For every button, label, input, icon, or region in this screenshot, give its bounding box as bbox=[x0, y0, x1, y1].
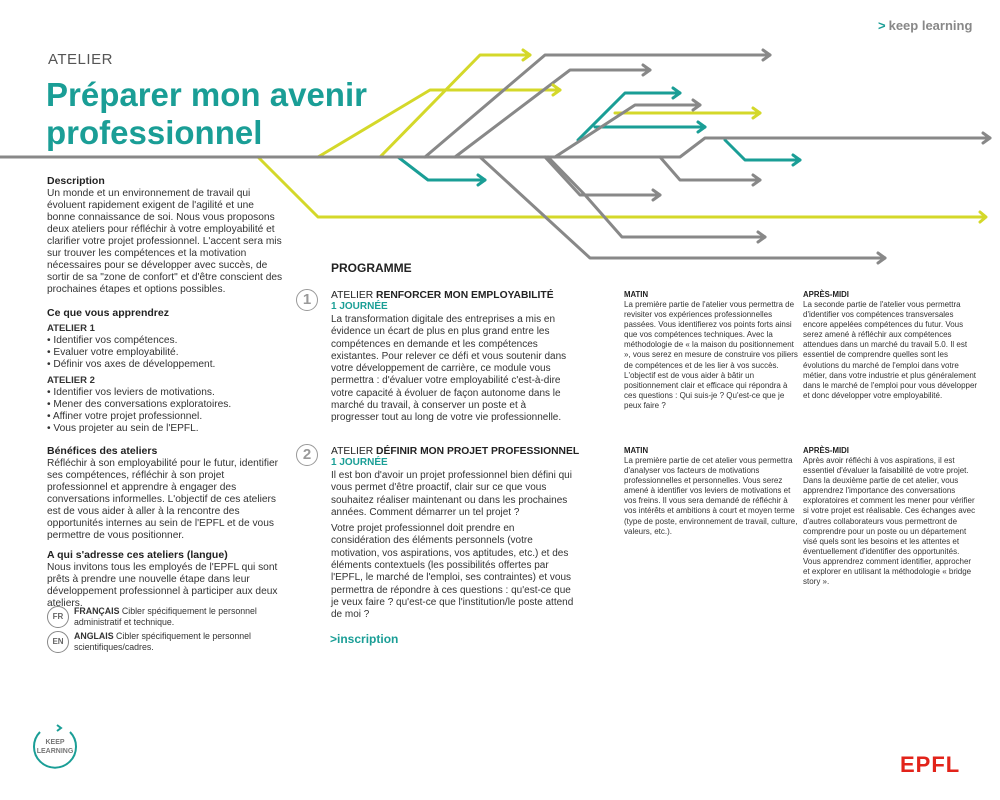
chevron-right-icon: > bbox=[330, 632, 338, 646]
benefits-title: Bénéfices des ateliers bbox=[47, 445, 158, 457]
workshop-prefix: ATELIER bbox=[331, 446, 374, 457]
morning-label-2: MATIN bbox=[624, 446, 649, 455]
language-desc: Cibler spécifiquement le personnel scientifiques/cadres. bbox=[74, 631, 252, 652]
workshop-number-1: 1 bbox=[296, 289, 318, 311]
language-badge-en: EN bbox=[47, 631, 69, 653]
tagline-text: keep learning bbox=[888, 18, 973, 33]
workshop-paragraph: Il est bon d'avoir un projet professionnel bien défini qui vous permet d'être proactif, clair sur ce que vous souhaitez réaliser maintenant ou dans les prochaines années. Comment démarrer un tel projet ? bbox=[331, 470, 572, 518]
learn-section bbox=[47, 307, 283, 435]
workshop-name: DÉFINIR MON PROJET PROFESSIONNEL bbox=[376, 446, 580, 457]
language-name: FRANÇAIS bbox=[74, 606, 120, 616]
workshop-duration-1: 1 JOURNÉE bbox=[331, 301, 388, 312]
morning-label-1: MATIN bbox=[624, 290, 649, 299]
afternoon-label-1: APRÈS-MIDI bbox=[803, 290, 849, 299]
language-en bbox=[47, 631, 287, 655]
description-section bbox=[47, 175, 283, 296]
workshop-body-2 bbox=[331, 470, 576, 626]
audience-text: Nous invitons tous les employés de l'EPFL qui sont prêts à prendre une nouvelle étape dans leur développement professionnel à participer aux deux ateliers. bbox=[47, 562, 278, 609]
list-item: • Vous projeter au sein de l'EPFL. bbox=[47, 423, 283, 435]
logo-line-2: LEARNING bbox=[36, 748, 74, 755]
language-fr bbox=[47, 606, 287, 630]
list-item: • Mener des conversations exploratoires. bbox=[47, 399, 283, 411]
list-item: • Affiner votre projet professionnel. bbox=[47, 411, 283, 423]
list-item: • Identifier vos compétences. bbox=[47, 335, 283, 347]
workshop-title-2 bbox=[331, 446, 579, 457]
workshop-prefix: ATELIER bbox=[331, 290, 374, 301]
workshop-title-1 bbox=[331, 290, 554, 301]
workshop-number-2: 2 bbox=[296, 444, 318, 466]
morning-text-1: La première partie de l'atelier vous permettra de revisiter vos expériences professionnelles passées. Vous identifierez vos points forts ainsi que vos compétences techniques. Avec la méthodologie de « la maison du positionnement », vous serez en mesure de construire vos piliers de compétences et de les lier à vos succès. L'objectif est de vous aider à bâtir un positionnement clair et efficace qui répondra à ces questions : Qui suis-je ? Qu'est-ce que je peux faire ? bbox=[624, 300, 798, 410]
workshop-body-1 bbox=[331, 314, 576, 429]
description-title: Description bbox=[47, 175, 105, 187]
benefits-text: Réfléchir à son employabilité pour le futur, identifier ses compétences, réfléchir à son projet professionnel et apprendre à engager des conversations informelles. L'objectif de ces ateliers est de vous aider à aller à la rencontre des opportunités internes au sein de l'EPFL et de vous permettre de vous positionner. bbox=[47, 458, 279, 541]
audience-title: A qui s'adresse ces ateliers (langue) bbox=[47, 549, 228, 561]
atelier2-label: ATELIER 2 bbox=[47, 375, 95, 386]
atelier1-list bbox=[47, 335, 283, 371]
programme-title: PROGRAMME bbox=[331, 261, 412, 275]
atelier-label: ATELIER bbox=[48, 51, 113, 68]
inscription-label: inscription bbox=[337, 632, 399, 646]
atelier2-list bbox=[47, 387, 283, 435]
keep-learning-logo-text bbox=[30, 738, 80, 756]
workshop-name: RENFORCER MON EMPLOYABILITÉ bbox=[376, 290, 554, 301]
workshop-paragraph: Votre projet professionnel doit prendre en considération des éléments personnels (votre motivation, vos aspirations, vos aptitudes, etc.) et des éléments contextuels (les possibilités offertes par l'EPFL, le marché de l'emploi, ses contraintes) et vous permettra de répondre à ces questions : qu'est-ce que je veux faire ? qu'est-ce que l'institution/le poste attend de moi ? bbox=[331, 523, 574, 621]
atelier1-label: ATELIER 1 bbox=[47, 323, 95, 334]
morning-text-2: La première partie de cet atelier vous permettra d'analyser vos facteurs de motivations professionnelles et personnelles. Vous serez amené à identifier vos leviers de motivations et vos freins. Il vous sera demandé de réfléchir à vos intérêts et ambitions à court et moyen terme (type de poste, environnement de travail, culture, valeurs, etc.). bbox=[624, 456, 798, 536]
list-item: • Définir vos axes de développement. bbox=[47, 359, 283, 371]
page-title bbox=[46, 76, 466, 152]
title-line-2: professionnel bbox=[46, 114, 263, 151]
language-text bbox=[74, 606, 284, 628]
list-item: • Evaluer votre employabilité. bbox=[47, 347, 283, 359]
learn-title: Ce que vous apprendrez bbox=[47, 307, 169, 319]
afternoon-text-1: La seconde partie de l'atelier vous permettra d'identifier vos compétences transversales encore appelées compétences du futur. Vous serez amené à réfléchir aux compétences attendues dans un marché du travail 5.0. Il est essentiel de comprendre quelles sont les évolutions du marché de l'emploi dans votre métier, dans votre industrie et plus généralement dans le marché de l'emploi pour vous développer et donc développer votre employabilité. bbox=[803, 300, 978, 400]
list-item: • Identifier vos leviers de motivations. bbox=[47, 387, 283, 399]
description-text: Un monde et un environnement de travail qui évoluent rapidement exigent de l'agilité et une bonne connaissance de soi. Nous vous proposons deux ateliers pour réfléchir à votre employabilité et clarifier votre projet professionnel. L'accent sera mis sur trouver les compétences et la motivation nécessaires pour se développer avec succès, de sortir de sa "zone de confort" et d'être conscient des prochaines étapes et options possibles. bbox=[47, 188, 283, 295]
afternoon-text-2: Après avoir réfléchi à vos aspirations, il est essentiel d'évaluer la faisabilité de votre projet. Dans la deuxième partie de cet atelier, vous apprendrez l'importance des conversations exploratoires et comment les mener pour vérifier si votre projet est réalisable. Ces échanges avec d'autres collaborateurs vous permettront de comprendre pour un poste ou un département visé quels sont les besoins et les attentes et éventuellement d'identifier des opportunités. Vous apprendrez comment identifier, approcher et explorer en utilisant la méthodologie « bridge story ». bbox=[803, 456, 976, 587]
afternoon-label-2: APRÈS-MIDI bbox=[803, 446, 849, 455]
benefits-section bbox=[47, 445, 283, 542]
chevron-right-icon: > bbox=[878, 18, 886, 33]
language-name: ANGLAIS bbox=[74, 631, 114, 641]
workshop-duration-2: 1 JOURNÉE bbox=[331, 457, 388, 468]
language-badge-fr: FR bbox=[47, 606, 69, 628]
epfl-logo: EPFL bbox=[900, 752, 961, 777]
language-desc: Cibler spécifiquement le personnel administratif et technique. bbox=[74, 606, 257, 627]
tagline bbox=[878, 18, 972, 33]
audience-section bbox=[47, 549, 283, 610]
title-line-1: Préparer mon avenir bbox=[46, 76, 367, 113]
workshop-paragraph: La transformation digitale des entreprises a mis en évidence un écart de plus en plus grand entre les compétences en demande et les compétences existantes. Pour relever ce défi et vous soutenir dans votre développement de carrière, ce module vous permettra : d'évaluer votre employabilité c'est-à-dire votre capacité à évoluer de façon autonome dans le marché du travail, à conserver un poste et à progresser tout au long de votre vie professionnelle. bbox=[331, 314, 567, 424]
inscription-link[interactable] bbox=[330, 632, 398, 646]
logo-line-1: KEEP bbox=[45, 739, 65, 746]
language-text bbox=[74, 631, 284, 653]
